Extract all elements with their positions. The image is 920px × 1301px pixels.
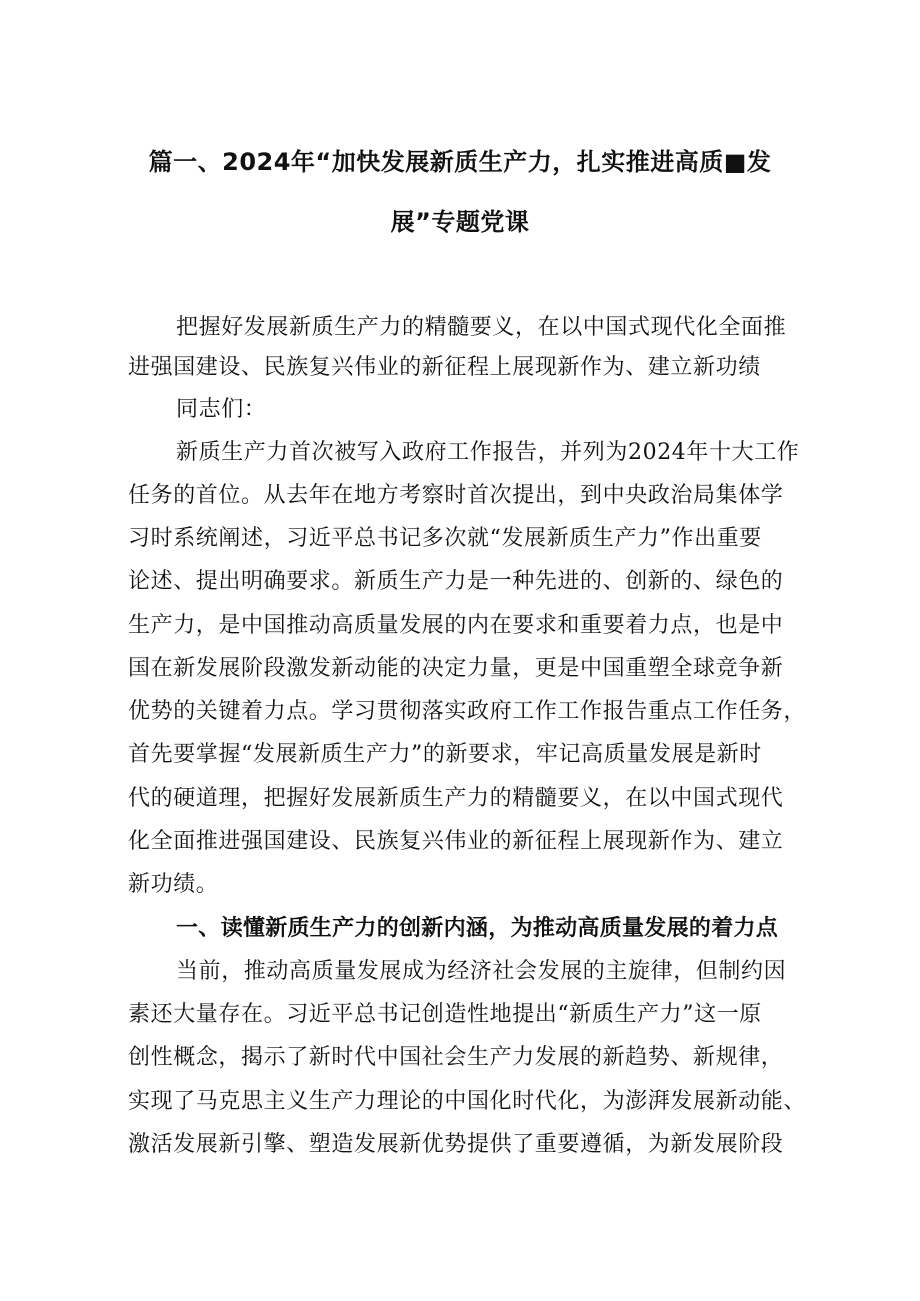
paragraph-line: 国在新发展阶段激发新动能的决定力量，更是中国重塑全球竞争新: [128, 656, 784, 681]
paragraph-line: 习时系统阐述，习近平总书记多次就“发展新质生产力”作出重要: [128, 526, 762, 551]
paragraph-line: 素还大量存在。习近平总书记创造性地提出“新质生产力”这一原: [128, 1002, 762, 1027]
section-heading-1: 一、读懂新质生产力的创新内涵，为推动高质量发展的着力点: [176, 916, 779, 941]
salutation: 同志们：: [176, 397, 267, 422]
paragraph-line: 当前，推动高质量发展成为经济社会发展的主旋律，但制约因: [176, 959, 787, 984]
subtitle-line-1: 把握好发展新质生产力的精髓要义，在以中国式现代化全面推: [176, 315, 787, 340]
paragraph-line: 化全面推进强国建设、民族复兴伟业的新征程上展现新作为、建立: [128, 829, 784, 854]
paragraph-line: 代的硬道理，把握好发展新质生产力的精髓要义，在以中国式现代: [128, 786, 784, 811]
subtitle-line-2: 进强国建设、民族复兴伟业的新征程上展现新作为、建立新功绩: [128, 355, 761, 380]
paragraph-line: 任务的首位。从去年在地方考察时首次提出，到中央政治局集体学: [128, 483, 784, 508]
document-title-line-2: 展”专题党课: [390, 208, 530, 236]
document-title-line-1: 篇一、2024年“加快发展新质生产力，扎实推进高质■发: [148, 148, 772, 176]
paragraph-line: 实现了马克思主义生产力理论的中国化时代化，为澎湃发展新动能、: [128, 1089, 807, 1114]
paragraph-line: 新质生产力首次被写入政府工作报告，并列为2024年十大工作: [176, 440, 800, 465]
paragraph-line: 新功绩。: [128, 872, 219, 897]
paragraph-line: 优势的关键着力点。学习贯彻落实政府工作工作报告重点工作任务，: [128, 699, 807, 724]
paragraph-line: 首先要掌握“发展新质生产力”的新要求，牢记高质量发展是新时: [128, 742, 762, 767]
paragraph-line: 创性概念，揭示了新时代中国社会生产力发展的新趋势、新规律，: [128, 1045, 784, 1070]
paragraph-line: 激活发展新引擎、塑造发展新优势提供了重要遵循，为新发展阶段: [128, 1132, 784, 1157]
paragraph-line: 论述、提出明确要求。新质生产力是一种先进的、创新的、绿色的: [128, 569, 784, 594]
paragraph-line: 生产力，是中国推动高质量发展的内在要求和重要着力点，也是中: [128, 613, 784, 638]
